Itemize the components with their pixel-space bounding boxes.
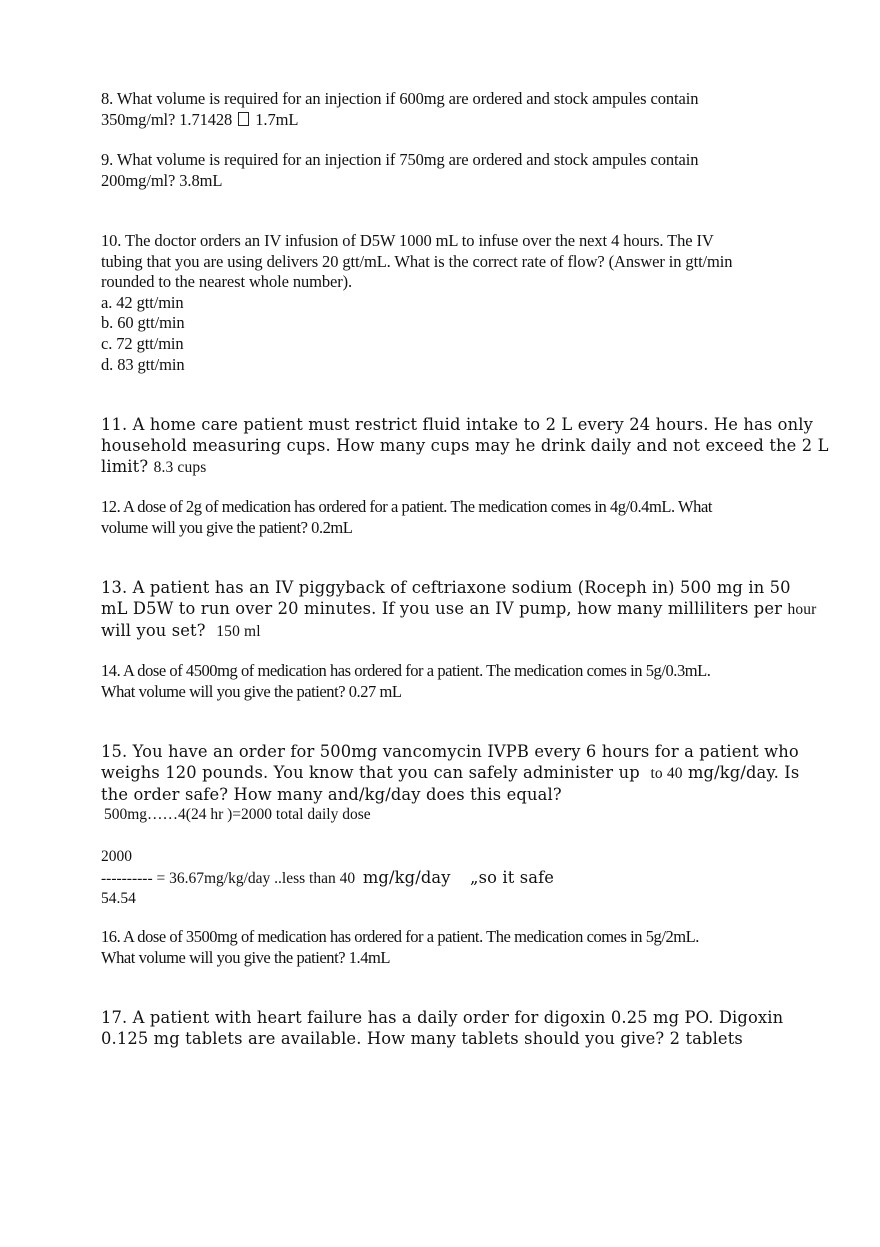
question-11-line-2: household measuring cups. How many cups may he drink daily and not exceed the 2 L <box>101 435 829 455</box>
question-11-answer: 8.3 cups <box>153 458 207 476</box>
question-13-question-end: will you set? <box>101 620 206 640</box>
question-13 <box>101 578 817 642</box>
question-10-line-2: tubing that you are using delivers 20 gtt/mL. What is the correct rate of flow? (Answer in gtt/min <box>101 251 733 271</box>
question-15-line-2 <box>101 763 801 785</box>
question-10-option-a: a. 42 gtt/min <box>101 292 184 312</box>
calc-numerator: 2000 <box>101 848 132 865</box>
question-17 <box>101 1008 801 1050</box>
question-16 <box>101 927 801 968</box>
question-15-line-1: 15. You have an order for 500mg vancomycin IVPB every 6 hours for a patient who <box>101 742 799 761</box>
question-13-line-1: 13. A patient has an IV piggyback of ceftriaxone sodium (Roceph in) 500 mg in 50 <box>101 578 791 597</box>
question-9 <box>101 150 801 191</box>
question-14 <box>101 661 801 702</box>
question-13-hour: hour <box>787 600 817 618</box>
question-16-line-2: What volume will you give the patient? 1.4mL <box>101 947 391 967</box>
question-10-option-c: c. 72 gtt/min <box>101 333 184 353</box>
question-10 <box>101 231 801 375</box>
calc-result: ---------- = 36.67mg/kg/day ..less than 40 <box>101 869 356 887</box>
calc-unit: mg/kg/day <box>362 867 451 887</box>
missing-glyph-icon <box>238 112 249 126</box>
question-11-line-3 <box>101 457 801 479</box>
question-10-line-3: rounded to the nearest whole number). <box>101 272 353 292</box>
question-11 <box>101 415 829 478</box>
question-13-answer: 150 ml <box>216 622 261 640</box>
question-13-line-2-text: mL D5W to run over 20 minutes. If you use an IV pump, how many milliliters per <box>101 598 783 618</box>
question-11-line-1: 11. A home care patient must restrict fluid intake to 2 L every 24 hours. He has only <box>101 415 813 434</box>
calc-denominator: 54.54 <box>101 890 136 907</box>
question-12 <box>101 497 801 538</box>
question-14-line-1: 14. A dose of 4500mg of medication has ordered for a patient. The medication comes in 5g/0.3mL. <box>101 661 711 680</box>
question-10-line-1: 10. The doctor orders an IV infusion of D5W 1000 mL to infuse over the next 4 hours. The IV <box>101 231 714 250</box>
question-15-line-2-text: weighs 120 pounds. You know that you can safely administer up <box>101 762 640 782</box>
question-10-option-b: b. 60 gtt/min <box>101 313 185 333</box>
question-15-unit: mg/kg/day. Is <box>687 762 800 782</box>
question-15 <box>101 742 801 805</box>
calc-result-line <box>101 868 801 890</box>
question-13-line-2 <box>101 598 817 621</box>
question-12-line-2: volume will you give the patient? 0.2mL <box>101 517 353 537</box>
question-15-limit: to 40 <box>650 764 683 782</box>
question-15-work <box>104 805 804 825</box>
question-15-daily-dose: 500mg……4(24 hr )=2000 total daily dose <box>104 806 371 823</box>
question-8-line-2 <box>101 110 801 131</box>
question-15-calculation <box>101 847 801 910</box>
question-15-line-3: the order safe? How many and/kg/day does this equal? <box>101 784 562 804</box>
question-16-line-1: 16. A dose of 3500mg of medication has ordered for a patient. The medication comes in 5g/2mL. <box>101 927 699 946</box>
calc-conclusion: „so it safe <box>470 867 555 887</box>
question-10-option-d: d. 83 gtt/min <box>101 354 185 374</box>
question-8-answer-raw: 350mg/ml? 1.71428 <box>101 109 233 129</box>
question-8-answer-rounded: 1.7mL <box>255 109 299 129</box>
question-17-line-1: 17. A patient with heart failure has a daily order for digoxin 0.25 mg PO. Digoxin <box>101 1008 784 1027</box>
question-8-line-1: 8. What volume is required for an injection if 600mg are ordered and stock ampules contain <box>101 89 699 108</box>
question-14-line-2: What volume will you give the patient? 0.27 mL <box>101 681 402 701</box>
question-8 <box>101 89 801 130</box>
question-17-line-2: 0.125 mg tablets are available. How many tablets should you give? 2 tablets <box>101 1028 743 1048</box>
question-9-line-1: 9. What volume is required for an injection if 750mg are ordered and stock ampules contain <box>101 150 699 169</box>
question-11-limit-label: limit? <box>101 456 149 476</box>
question-12-line-1: 12. A dose of 2g of medication has ordered for a patient. The medication comes in 4g/0.4mL. What <box>101 497 712 516</box>
question-13-line-3 <box>101 621 801 643</box>
question-9-line-2: 200mg/ml? 3.8mL <box>101 170 223 190</box>
